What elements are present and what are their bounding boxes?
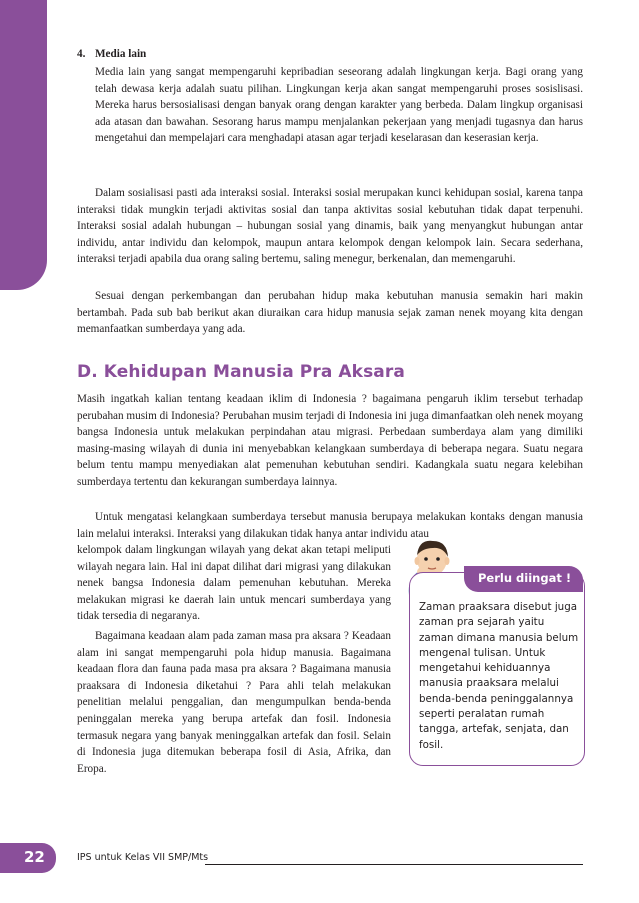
- page-number: 22: [24, 848, 45, 866]
- section-paragraph-scarcity: Untuk mengatasi kelangkaan sumberdaya tersebut manusia berupaya melakukan kontaks dengan manusia lain melalui interaksi. Interaksi yang dilakukan tidak hanya antar individu atau: [77, 511, 583, 540]
- footer-book-title: IPS untuk Kelas VII SMP/Mts: [77, 852, 209, 863]
- paragraph-life-change: Sesuai dengan perkembangan dan perubahan hidup maka kebutuhan manusia semakin hari makin bertambah. Pada sub bab berikut akan diuraikan cara hidup manusia sejak zaman nenek moyang kita dengan memanfaatkan sumberdaya yang ada.: [77, 290, 583, 336]
- list-item-body: Media lain yang sangat mempengaruhi kepribadian seseorang adalah lingkungan kerja. Bagi orang yang telah dewasa kerja adalah suatu pilihan. Lingkungan kerja akan sangat mempengaruhi proses sosislisasi. Mereka harus bersosialisasi dengan banyak orang dengan karakter yang berbeda. Dalam lingkup organisasi ada atasan dan bawahan. Sesorang harus mampu menjalankan pekerjaan yang menjadi tugasnya dan harus mengetahui dan mempelajari cara menghadapi atasan agar terjadi keselarasan dan keserasian kerja.: [95, 66, 583, 145]
- paragraph-social-interaction: Dalam sosialisasi pasti ada interaksi sosial. Interaksi sosial merupakan kunci kehidupan sosial, karena tanpa interaksi tidak mungkin terjadi aktivitas sosial dan tanpa aktivitas sosial kebutuhan tidak dapat terpenuhi. Interaksi sosial adalah hubungan – hubungan sosial yang dinamis, baik yang menyangkut hubungan antar individu, antar individu dan kelompok, maupun antara kelompok dengan kelompok lain. Secara sederhana, interaksi terjadi apabila dua orang saling bertemu, saling menegur, berkenalan, dan memengaruhi.: [77, 187, 583, 266]
- section-heading: D. Kehidupan Manusia Pra Aksara: [77, 362, 405, 382]
- footer-rule: [205, 864, 583, 865]
- section-paragraph-climate: Masih ingatkah kalian tentang keadaan iklim di Indonesia ? bagaimana pengaruh iklim tersebut terhadap perubahan musim di Indonesia? Perubahan musim terjadi di Indonesia ini juga dimanfaatkan oleh nenek moyang bangsa Indonesia untuk melakukan perpindahan atau migrasi. Perbedaan sumberdaya alam yang dimiliki masing-masing wilayah di dunia ini menyebabkan kelangkaan sumberdaya di beberapa negara. Suatu negara belum tentu mampu menyediakan alat pemenuhan kebutuhan sendiri. Kadangkala suatu negara kelebihan sumberdaya tertentu dan kekurangan sumberdaya lainnya.: [77, 393, 583, 488]
- reminder-text: Zaman praaksara disebut juga zaman pra sejarah yaitu zaman dimana manusia belum mengenal tulisan. Untuk mengetahui kehiduannya manusia praaksara melalui benda-benda peninggalannya seperti peralatan rumah tangga, artefak, senjata, dan fosil.: [419, 601, 579, 751]
- section-paragraph-prehistory: Bagaimana keadaan alam pada zaman masa pra aksara ? Keadaan alam ini sangat mempengaruhi pola hidup manusia. Bagaimana keadaan flora dan fauna pada masa pra aksara ? Bagaimana manusia praaksara di Indonesia diketahui ? Para ahli telah melakukan penelitian melalui penggalian, dan mengumpulkan benda-benda peninggalan mereka yang berupa artefak dan fosil. Indonesia termasuk negara yang banyak meninggalkan artefak dan fosil. Selain di Indonesia juga ditemukan beberapa fosil di Asia, Afrika, dan Eropa.: [77, 630, 391, 775]
- reminder-title: Perlu diingat !: [478, 571, 572, 585]
- list-item-number: 4.: [77, 48, 86, 60]
- section-paragraph-migration: kelompok dalam lingkungan wilayah yang dekat akan tetapi meliputi wilayah negara lain. Hal ini dapat dilihat dari migrasi yang dilakukan nenek bangsa Indonesia dalam pemenuhan kebutuhan. Mereka melakukan migrasi ke daerah lain untuk mencari sumberdaya yang tidak tersedia di negaranya.: [77, 544, 391, 623]
- list-item-title: Media lain: [95, 48, 147, 60]
- side-tab-decoration: [0, 0, 47, 290]
